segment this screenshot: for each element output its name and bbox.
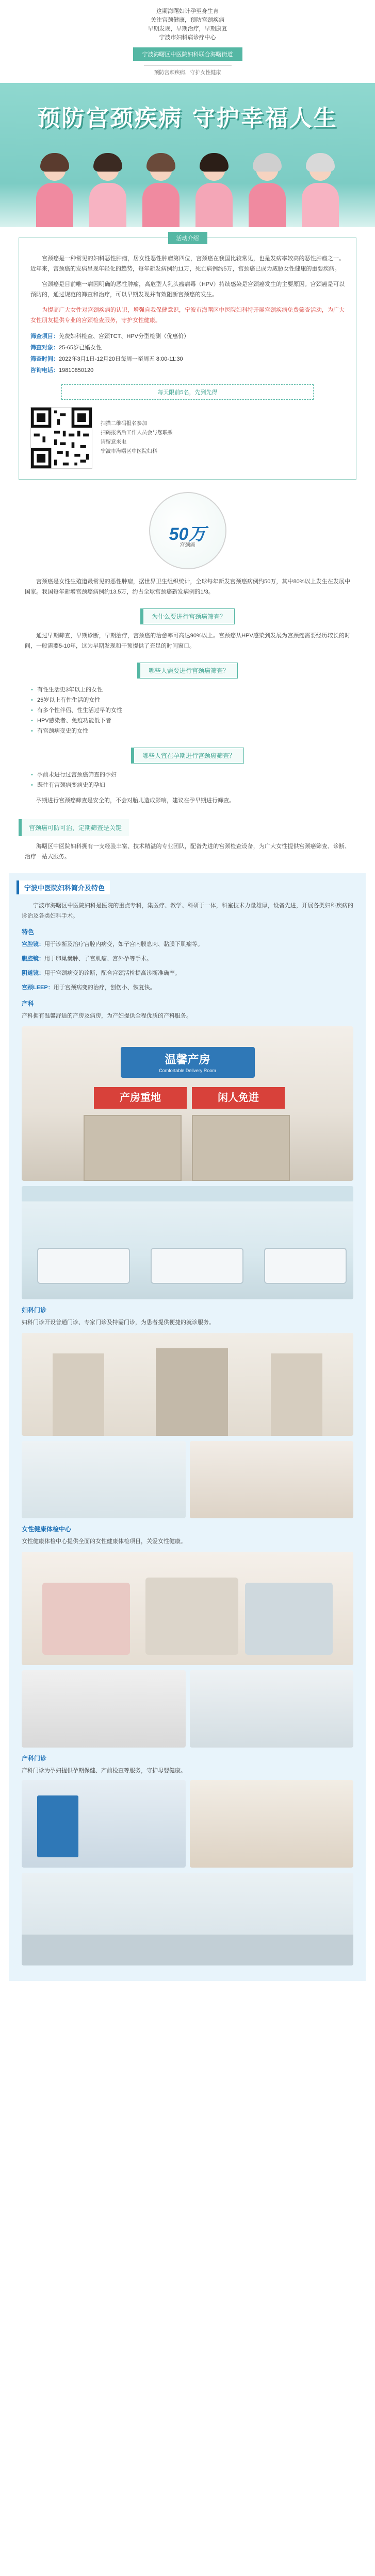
- intro-sep-text: 预防宫颈疾病，守护女性健康: [154, 70, 221, 76]
- stat-number: 50万: [169, 524, 206, 544]
- stat-label: 宫颈癌: [180, 543, 195, 548]
- info-label: 筛查对象：: [30, 345, 59, 351]
- info-label: 筛查项目：: [30, 333, 59, 340]
- woman-hair: [253, 153, 282, 172]
- qr-row: [30, 407, 345, 469]
- corridor: [156, 1348, 228, 1436]
- clinic-corridor-photo: [22, 1333, 353, 1436]
- department-title: 宁波中医院妇科简介及特色: [17, 880, 110, 894]
- woman-figure: [89, 156, 126, 227]
- list-item: • 孕前未进行过宫颈癌筛查的孕妇: [31, 770, 344, 780]
- feature-item: [17, 954, 358, 964]
- q1-answer: [0, 631, 375, 651]
- intro-pill: 宁波海曙区中医院妇科联合海曙街道: [133, 47, 242, 61]
- checkup-heading: 女性健康体检中心: [22, 1526, 72, 1533]
- feature-value: 用于诊断及治疗宫腔内病变，如子宫内膜息肉、黏膜下肌瘤等。: [44, 941, 203, 947]
- paragraph: 宁波市海曙区中医院妇科是医院的重点专科，集医疗、教学、科研于一体，科室技术力量雄厚，设备先进，开展各类妇科疾病的诊治及各类妇科手术。: [22, 903, 353, 919]
- woman-body: [36, 183, 73, 227]
- feature-label: 阴道镜：: [22, 970, 44, 976]
- q3-answer: [0, 795, 375, 806]
- question-title: 为什么要进行宫颈癌筛查？: [140, 608, 235, 624]
- question-title: 哪些人宜在孕期进行宫颈癌筛查？: [131, 748, 244, 764]
- qr-line: 请留意来电: [101, 439, 126, 445]
- info-value: 25-65岁已婚女性: [59, 345, 102, 351]
- hallway-photo: [22, 1873, 353, 1965]
- woman-head: [96, 156, 119, 181]
- woman-body: [142, 183, 180, 227]
- info-line: [30, 353, 345, 365]
- paragraph: 海曙区中医院妇科拥有一支经验丰富、技术精湛的专业团队，配备先进的宫颈检查设备，为广大女性提供宫颈癌筛查、诊断、治疗一站式服务。: [25, 843, 350, 860]
- ceiling: [22, 1186, 353, 1201]
- stat-graphic: [21, 489, 354, 577]
- clinic-room-photo: [22, 1441, 186, 1518]
- checkup-text: 女性健康体检中心提供全面的女性健康体检项目，关爱女性健康。: [22, 1538, 186, 1545]
- woman-head: [309, 156, 332, 181]
- intro-line: 宁波市妇科病诊疗中心: [159, 35, 216, 41]
- q2-bullets: [0, 685, 375, 736]
- door-left: [84, 1115, 182, 1181]
- list-item: • 既往有宫颈病变病史的孕妇: [31, 780, 344, 790]
- section-tag: 活动介绍: [168, 232, 207, 244]
- intro: [0, 0, 375, 76]
- info-list: [30, 331, 345, 376]
- feature-item: [17, 968, 358, 978]
- intro-line: 这期海曙妇计孕至身生育: [156, 8, 219, 14]
- stat-circle: [149, 492, 226, 569]
- feature-value: 用于宫颈病变的治疗，创伤小、恢复快。: [53, 985, 156, 991]
- question-heading: [0, 748, 375, 764]
- feature-label: 腹腔镜：: [22, 956, 44, 962]
- woman-body: [302, 183, 339, 227]
- paragraph: 通过早期筛查，早期诊断，早期治疗，宫颈癌的治愈率可高达90%以上。宫颈癌从HPV感染到发展为宫颈癌需要经历较长的时间，一般需要5-10年，这为早期发现和干预提供了充足的时间窗口。: [25, 633, 350, 649]
- clinic-text: 妇科门诊开设普通门诊、专家门诊及特需门诊，为患者提供便捷的就诊服务。: [22, 1319, 215, 1326]
- door-right: [192, 1115, 290, 1181]
- restricted-sign-right: 闲人免进: [192, 1087, 285, 1109]
- features-heading: 特色: [22, 928, 35, 936]
- woman-hair: [93, 153, 122, 172]
- list-item: • 25岁以上有性生活的女性: [31, 695, 344, 705]
- checkup-photo-row: [22, 1670, 353, 1748]
- ward-sign: [121, 1047, 255, 1078]
- woman-body: [249, 183, 286, 227]
- delivery-room-photo: [22, 1026, 353, 1181]
- info-line: [30, 342, 345, 353]
- qr-code-icon: [31, 408, 92, 468]
- checkup-photo: [22, 1552, 353, 1665]
- section3-text: [0, 841, 375, 862]
- section2-intro: [0, 577, 375, 597]
- list-item: • HPV感染者、免疫功能低下者: [31, 716, 344, 726]
- feature-value: 用于卵巢囊肿、子宫肌瘤、宫外孕等手术。: [44, 956, 152, 962]
- question-title: 哪些人需要进行宫颈癌筛查？: [137, 663, 238, 679]
- info-label: 筛查时间：: [30, 356, 59, 362]
- paragraph: 宫颈癌是目前唯一病因明确的恶性肿瘤，高危型人乳头瘤病毒（HPV）持续感染是宫颈癌发生的主要原因。宫颈癌是可以预防的，通过规范的筛查和治疗，可以早期发现并有效阻断宫颈癌的发生。: [30, 281, 345, 298]
- ward-room-photo: [22, 1186, 353, 1299]
- qr-line: 宁波市海曙区中医院妇科: [101, 449, 157, 454]
- clinic-photo-row: [22, 1441, 353, 1518]
- feature-item: [17, 982, 358, 993]
- restricted-sign-left: 产房重地: [94, 1087, 187, 1109]
- woman-body: [195, 183, 233, 227]
- entrance-heading: 产科门诊: [22, 1755, 47, 1762]
- woman-head: [256, 156, 279, 181]
- equipment: [145, 1578, 238, 1655]
- entrance-photo: [22, 1780, 186, 1868]
- women-illustration: [36, 150, 339, 227]
- ward-text: 产科拥有温馨舒适的产房及病房，为产妇提供全程优质的产科服务。: [22, 1013, 192, 1019]
- paragraph: 为提高广大女性对宫颈疾病的认识，增强自我保健意识，宁波市海曙区中医院妇科特开展宫颈疾病免费筛查活动，为广大女性朋友提供专业的宫颈检查服务，守护女性健康。: [30, 307, 345, 324]
- checkup-room-photo: [190, 1670, 354, 1748]
- entrance-photo-row: [22, 1780, 353, 1868]
- qr-code[interactable]: [30, 407, 92, 469]
- woman-figure: [195, 156, 233, 227]
- feature-label: 宫腔镜：: [22, 941, 44, 947]
- paragraph: 孕期进行宫颈癌筛查是安全的，不会对胎儿造成影响，建议在孕早期进行筛查。: [36, 798, 235, 804]
- bed: [264, 1248, 347, 1284]
- bed: [37, 1248, 130, 1284]
- feature-value: 用于宫颈病变的诊断，配合宫颈活检提高诊断准确率。: [44, 970, 181, 976]
- intro-line: 早期发现，早期治疗，早期康复: [148, 26, 227, 32]
- entrance-photo: [190, 1780, 354, 1868]
- ward-sign-subtext: Comfortable Delivery Room: [159, 1068, 216, 1073]
- tagline-text: 宫颈癌可防可治，定期筛查是关键: [19, 819, 129, 836]
- woman-head: [203, 156, 225, 181]
- quota-notice: 每天限前5名，先到先得: [61, 384, 314, 400]
- info-line: [30, 365, 345, 376]
- list-item: • 有多个性伴侣、性生活过早的女性: [31, 705, 344, 716]
- woman-figure: [36, 156, 73, 227]
- floor: [22, 1935, 353, 1965]
- info-label: 咨询电话：: [30, 367, 59, 374]
- info-value: 免费妇科检查、宫颈TCT、HPV分型检测（优惠价）: [59, 333, 189, 340]
- equipment: [42, 1583, 130, 1655]
- woman-hair: [40, 153, 69, 172]
- list-item: • 有宫颈病变史的女性: [31, 726, 344, 736]
- qr-instructions: [101, 419, 345, 456]
- department-section: [9, 873, 366, 1981]
- question-heading: [0, 663, 375, 679]
- section3-tagline: [19, 819, 356, 836]
- entrance-text: 产科门诊为孕妇提供孕期保健、产前检查等服务，守护母婴健康。: [22, 1768, 186, 1774]
- woman-figure: [302, 156, 339, 227]
- woman-hair: [306, 153, 335, 172]
- ward-sign-text: 温馨产房: [165, 1053, 210, 1066]
- phone-link[interactable]: 19810850120: [59, 367, 94, 374]
- woman-hair: [146, 153, 175, 172]
- woman-figure: [249, 156, 286, 227]
- info-line: [30, 331, 345, 342]
- banner-title: 预防宫颈疾病 守护幸福人生: [37, 105, 338, 131]
- entrance-sign: [37, 1795, 78, 1857]
- qr-line: 扫码报名后工作人员会与您联系: [101, 430, 173, 436]
- woman-hair: [200, 153, 229, 172]
- q3-bullets: [0, 770, 375, 790]
- woman-head: [43, 156, 66, 181]
- question-heading: [0, 608, 375, 624]
- woman-figure: [142, 156, 180, 227]
- woman-body: [89, 183, 126, 227]
- paragraph: 宫颈癌是女性生殖道最常见的恶性肿瘤，据世界卫生组织统计，全球每年新发宫颈癌病例约50万，其中80%以上发生在发展中国家。我国每年新增宫颈癌病例约13.5万，约占全球宫颈癌新发病例的1/3。: [25, 579, 350, 595]
- clinic-room-photo: [190, 1441, 354, 1518]
- feature-item: [17, 939, 358, 950]
- paragraph: 宫颈癌是一种常见的妇科恶性肿瘤，居女性恶性肿瘤第四位，宫颈癌在我国比较常见，也是发病率较高的恶性肿瘤之一。近年来，宫颈癌的发病呈现年轻化的趋势，每年新发病例约11万，死亡病例约5万，宫颈癌已成为威胁女性健康的重要疾病。: [30, 256, 345, 272]
- door: [53, 1353, 104, 1436]
- intro-line: 关注宫颈健康，预防宫颈疾病: [151, 17, 224, 23]
- equipment: [245, 1583, 333, 1655]
- list-item: • 有性生活史3年以上的女性: [31, 685, 344, 695]
- activity-section: [19, 235, 356, 480]
- door: [271, 1353, 322, 1436]
- ward-heading: 产科: [22, 1000, 35, 1007]
- qr-line: 扫描二维码报名参加: [101, 421, 147, 427]
- info-value: 2022年3月1日-12月20日每周一至周五 8:00-11:30: [59, 356, 183, 362]
- clinic-heading: 妇科门诊: [22, 1307, 47, 1314]
- hero-banner: [0, 83, 375, 227]
- woman-head: [150, 156, 172, 181]
- feature-label: 宫颈LEEP：: [22, 985, 54, 991]
- bed: [151, 1248, 243, 1284]
- checkup-room-photo: [22, 1670, 186, 1748]
